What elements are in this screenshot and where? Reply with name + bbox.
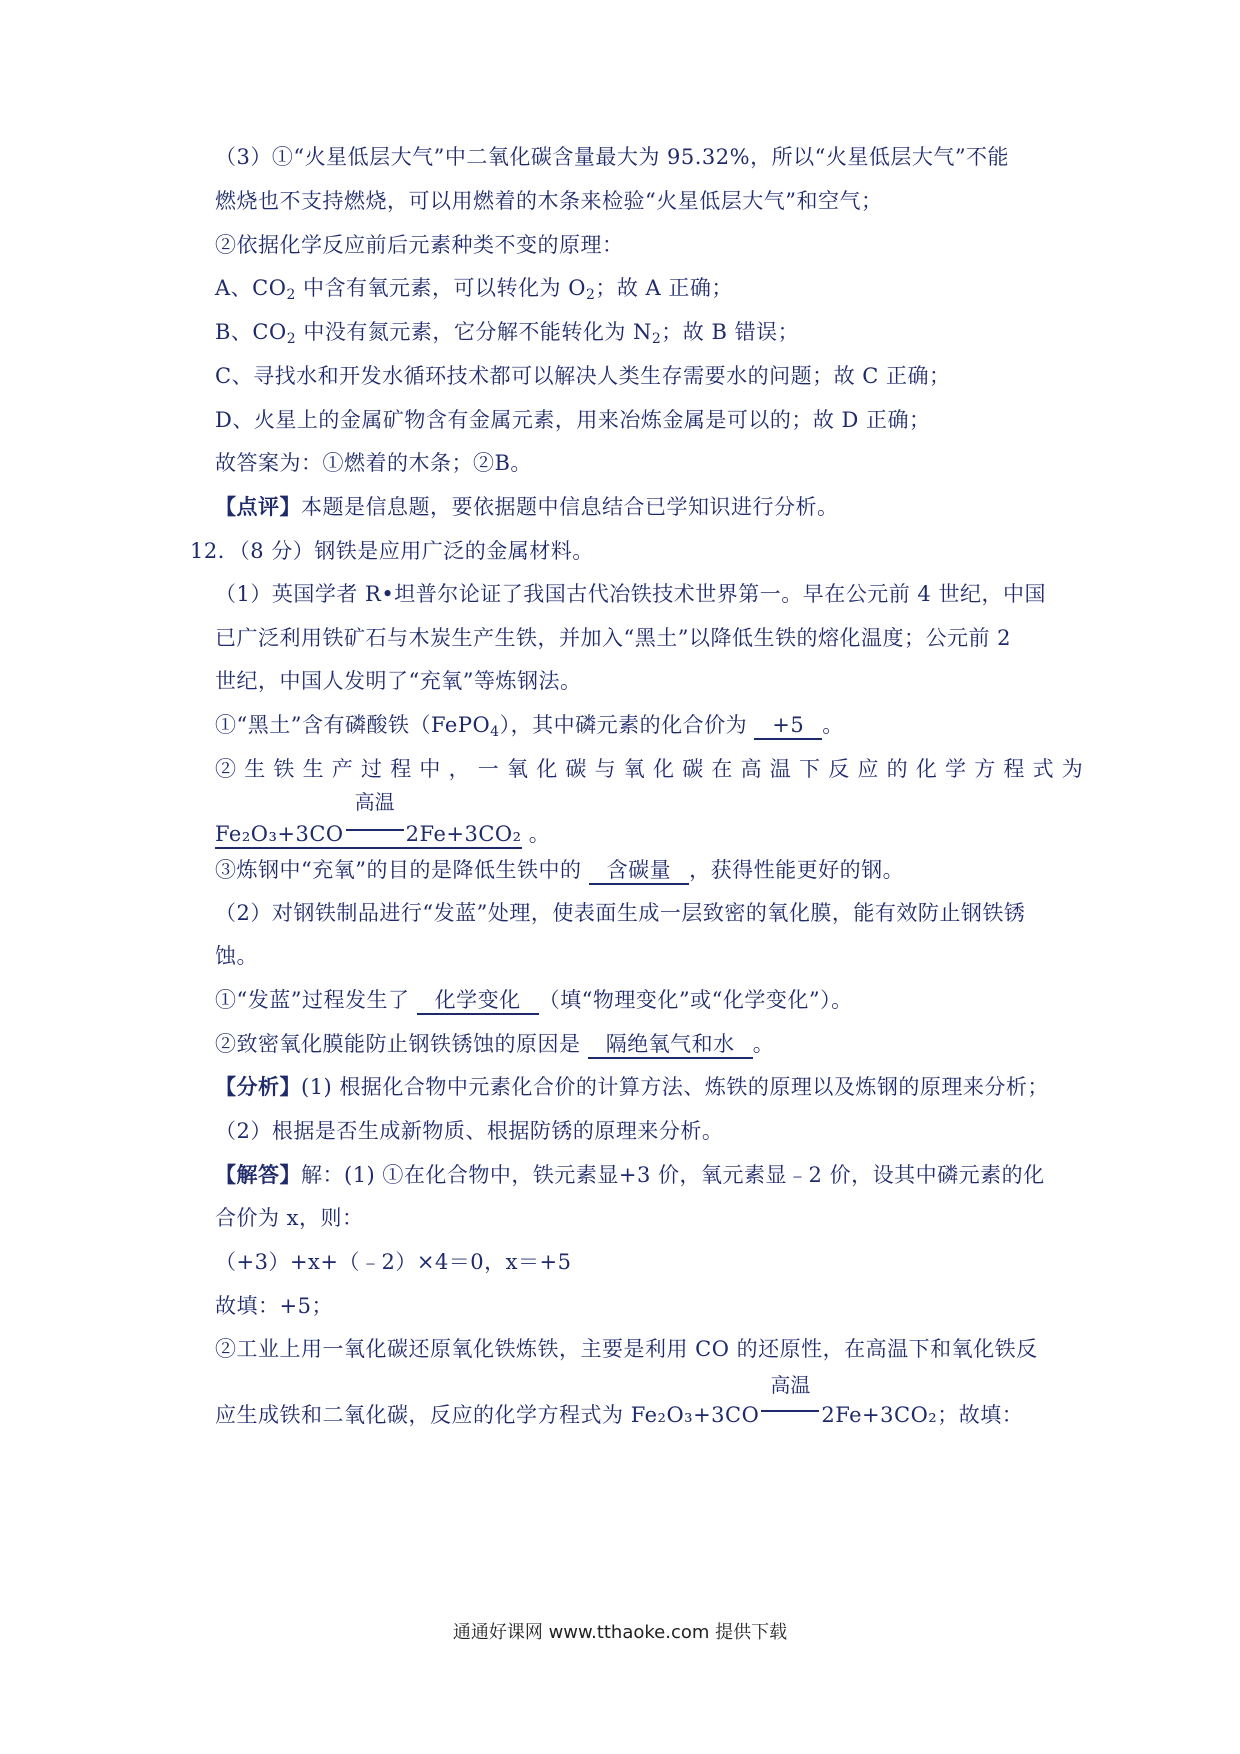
equation-line: Fe₂O₃+3CO 高温 2Fe+3CO₂ 。 <box>215 811 1060 849</box>
text-span: ；故填： <box>937 1403 1024 1427</box>
sub-question-4 <box>215 985 1060 1015</box>
option-d-line: D、火星上的金属矿物含有金属元素，用来冶炼金属是可以的；故 D 正确； <box>215 408 931 432</box>
text-span: 。 <box>752 1032 775 1056</box>
answer-summary: 故答案为：①燃着的木条；②B。 <box>215 451 532 475</box>
text-span: ；故 A 正确； <box>595 276 733 300</box>
text-line: ②工业上用一氧化碳还原氧化铁炼铁，主要是利用 CO 的还原性，在高温下和氧化铁反 <box>215 1337 1038 1361</box>
text-span: ，获得性能更好的钢。 <box>689 858 905 882</box>
text-line: 蚀。 <box>215 944 258 968</box>
sub-question-2: ②生铁生产过程中，一氧化碳与氧化碳在高温下反应的化学方程式为 <box>215 757 1091 781</box>
page-footer: 通通好课网 www.tthaoke.com 提供下载 <box>452 1622 788 1643</box>
text-span: 中含有氧元素，可以转化为 O <box>295 276 586 300</box>
analysis-tag: 【分析】 <box>215 1074 301 1099</box>
text-span: (1) 根据化合物中元素化合价的计算方法、炼铁的原理以及炼钢的原理来分析； <box>301 1075 1049 1099</box>
text-line: 世纪，中国人发明了“充氧”等炼钢法。 <box>215 669 582 693</box>
option-a-line <box>215 273 1060 310</box>
option-c-line: C、寻找水和开发水循环技术都可以解决人类生存需要水的问题；故 C 正确； <box>215 364 951 388</box>
equation-left: Fe₂O₃+3CO <box>215 822 344 846</box>
text-span: （填“物理变化”或“化学变化”）。 <box>538 988 853 1012</box>
answer-blank: 隔绝氧气和水 <box>588 1031 753 1059</box>
text-span: 。 <box>822 713 844 737</box>
analysis-line <box>215 1072 1060 1102</box>
text-line: （2）根据是否生成新物质、根据防锈的原理来分析。 <box>215 1119 724 1143</box>
answer-blank: 含碳量 <box>589 857 690 885</box>
text-span: ；故 B 错误； <box>661 320 800 344</box>
answer-blank: 化学变化 <box>417 987 539 1015</box>
solution-tag: 【解答】 <box>215 1162 301 1187</box>
text-line: （1）英国学者 R•坦普尔论证了我国古代冶铁技术世界第一。早在公元前 4 世纪，中国 <box>215 582 1046 606</box>
answer-blank: +5 <box>754 712 822 740</box>
comment-tag: 【点评】 <box>215 494 301 519</box>
equation-answer <box>215 790 522 849</box>
subscript: 2 <box>651 331 662 347</box>
equation-left: Fe₂O₃+3CO <box>630 1403 760 1427</box>
text-span: ②致密氧化膜能防止钢铁锈蚀的原因是 <box>215 1032 581 1056</box>
text-line: 燃烧也不支持燃烧，可以用燃着的木条来检验“火星低层大气”和空气； <box>215 189 883 213</box>
condition-bar <box>761 1410 819 1412</box>
sub-question-1 <box>215 710 1060 747</box>
solution-equation-line <box>215 1373 1060 1430</box>
text-line: （2）对钢铁制品进行“发蓝”处理，使表面生成一层致密的氧化膜，能有效防止钢铁锈 <box>215 901 1026 925</box>
equation-right: 2Fe+3CO₂ <box>405 822 522 846</box>
text-line: （+3）+x+（﹣2）×4＝0，x＝+5 <box>215 1250 572 1274</box>
comment-line <box>215 492 1060 522</box>
question-12-title: 12．（8 分）钢铁是应用广泛的金属材料。 <box>190 539 594 563</box>
option-b-line <box>215 317 1060 354</box>
text-span: B、CO <box>215 320 287 344</box>
sub-question-3 <box>215 855 1060 885</box>
solution-line <box>215 1160 1060 1190</box>
text-span: 应生成铁和二氧化碳，反应的化学方程式为 <box>215 1403 631 1427</box>
text-line: （3）①“火星低层大气”中二氧化碳含量最大为 95.32%，所以“火星低层大气”不能 <box>215 145 1010 169</box>
text-span: ①“黑土”含有磷酸铁（FePO <box>215 713 491 737</box>
comment-text: 本题是信息题，要依据题中信息结合已学知识进行分析。 <box>301 495 839 519</box>
text-span: ），其中磷元素的化合价为 <box>499 713 748 737</box>
subscript: 2 <box>585 287 596 303</box>
subscript: 4 <box>490 724 500 740</box>
text-line: 故填：+5； <box>215 1294 333 1318</box>
text-span: ③炼钢中“充氧”的目的是降低生铁中的 <box>215 858 582 882</box>
text-line: 已广泛利用铁矿石与木炭生产生铁，并加入“黑土”以降低生铁的熔化温度；公元前 2 <box>215 626 1012 650</box>
text-span: 解：(1) ①在化合物中，铁元素显+3 价，氧元素显﹣2 价，设其中磷元素的化 <box>301 1163 1045 1187</box>
text-line: ②依据化学反应前后元素种类不变的原理： <box>215 233 624 257</box>
reaction-condition <box>344 790 406 841</box>
text-span: A、CO <box>215 276 287 300</box>
text-line: 合价为 x，则： <box>215 1206 364 1230</box>
condition-label: 高温 <box>770 1373 811 1397</box>
subscript: 2 <box>286 287 296 303</box>
condition-label: 高温 <box>354 790 395 814</box>
text-span: 中没有氮元素，它分解不能转化为 N <box>296 320 652 344</box>
text-span: ①“发蓝”过程发生了 <box>215 988 410 1012</box>
equation-right: 2Fe+3CO₂ <box>821 1403 938 1427</box>
subscript: 2 <box>286 331 297 347</box>
sub-question-5 <box>215 1029 1060 1059</box>
condition-bar <box>346 829 404 831</box>
reaction-condition <box>759 1373 821 1422</box>
